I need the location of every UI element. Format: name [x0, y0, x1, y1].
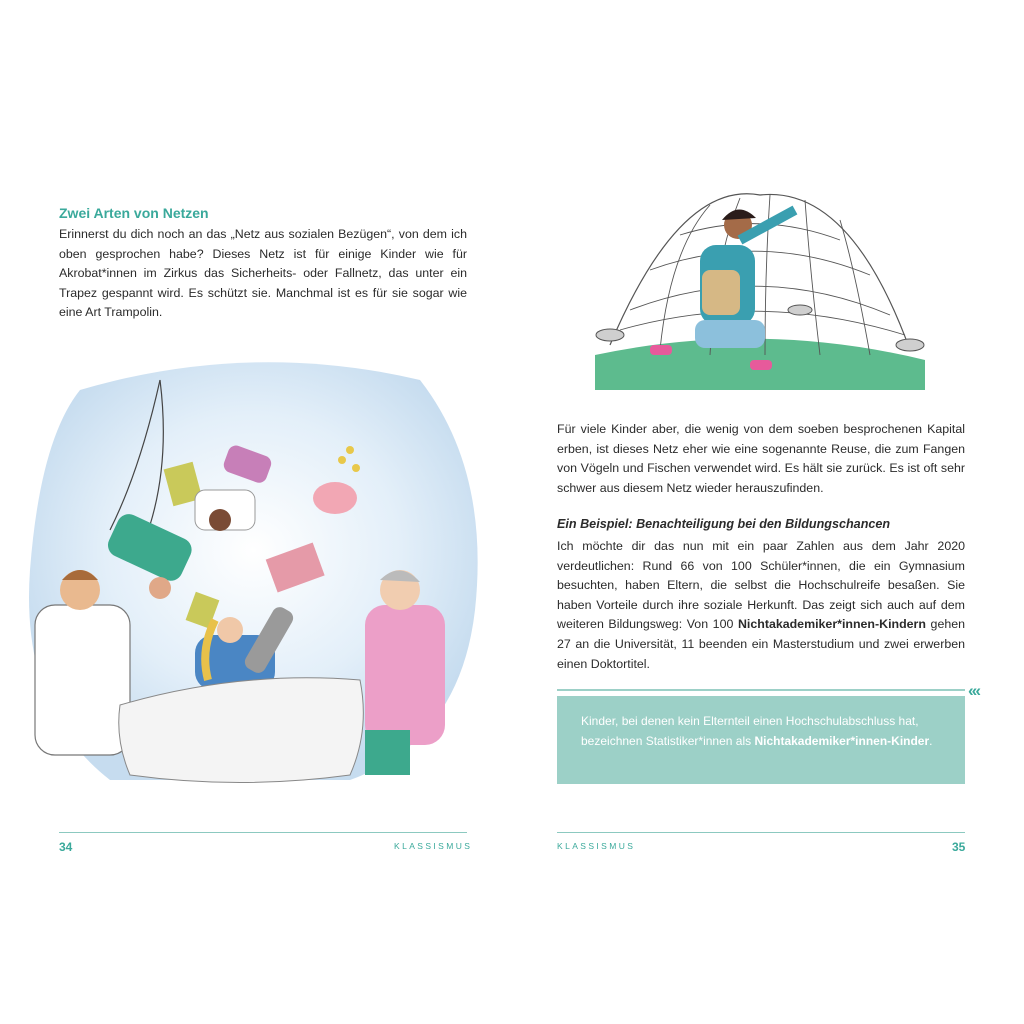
- running-title-right: KLASSISMUS: [557, 841, 636, 851]
- example-heading: Ein Beispiel: Benachteiligung bei den Bildungschancen: [557, 517, 891, 531]
- running-title-left: KLASSISMUS: [394, 841, 473, 851]
- chevron-left-icon: ‹‹‹: [968, 681, 979, 700]
- section-heading: Zwei Arten von Netzen: [59, 205, 209, 221]
- infobox-bold-term: Nichtakademiker*innen-Kinder: [754, 733, 930, 748]
- infobox-end: .: [929, 733, 933, 748]
- statistics-text-1: Ich möchte dir das nun mit ein paar Zahlen aus dem Jahr 2020 verdeutlichen: Rund 66 von 100 Schüler*innen, die ein Gymnasium besuchten, haben Eltern, die selbst die Hochschulreife besaßen. Sie haben Vorteile durch ihre soziale Herkunft. Das zeigt sich auch auf dem weiteren Bildungsweg: Von 100: [557, 539, 965, 632]
- footer-rule-left: [59, 832, 467, 833]
- trapped-net-illustration: [590, 190, 930, 390]
- safety-net-illustration: [20, 350, 490, 790]
- reuse-paragraph: Für viele Kinder aber, die wenig von dem soeben besprochenen Kapital erben, ist dieses Netz eher wie eine sogenannte Reuse, die zum Fangen von Vögeln und Fischen verwendet wird. Es hält sie zurück. Es ist oft sehr schwer aus diesem Netz wieder herauszufinden.: [557, 422, 965, 495]
- infobox-text: Kinder, bei denen kein Elternteil einen Hochschulabschluss hat, bezeichnen Statistiker*innen als: [581, 714, 919, 748]
- definition-infobox: [557, 696, 965, 784]
- statistics-bold-term: Nichtakademiker*innen-Kindern: [737, 617, 926, 632]
- infobox-divider: [557, 689, 965, 691]
- statistics-paragraph: [557, 537, 965, 674]
- intro-paragraph: Erinnerst du dich noch an das „Netz aus sozialen Bezügen“, von dem ich oben gesprochen habe? Dieses Netz ist für einige Kinder wie für Akrobat*innen im Zirkus das Sicherheits- oder Fallnetz, das unter ein Trapez gespannt wird. Es schützt sie. Manchmal ist es für sie sogar wie eine Art Trampolin.: [59, 227, 467, 320]
- page-number-right: 35: [952, 840, 966, 854]
- footer-rule-right: [557, 832, 965, 833]
- statistics-text-2: gehen 27 an die Universität, 11 beenden ein Masterstudium und zwei erwerben einen Doktortitel.: [557, 617, 966, 671]
- page-number-left: 34: [59, 840, 73, 854]
